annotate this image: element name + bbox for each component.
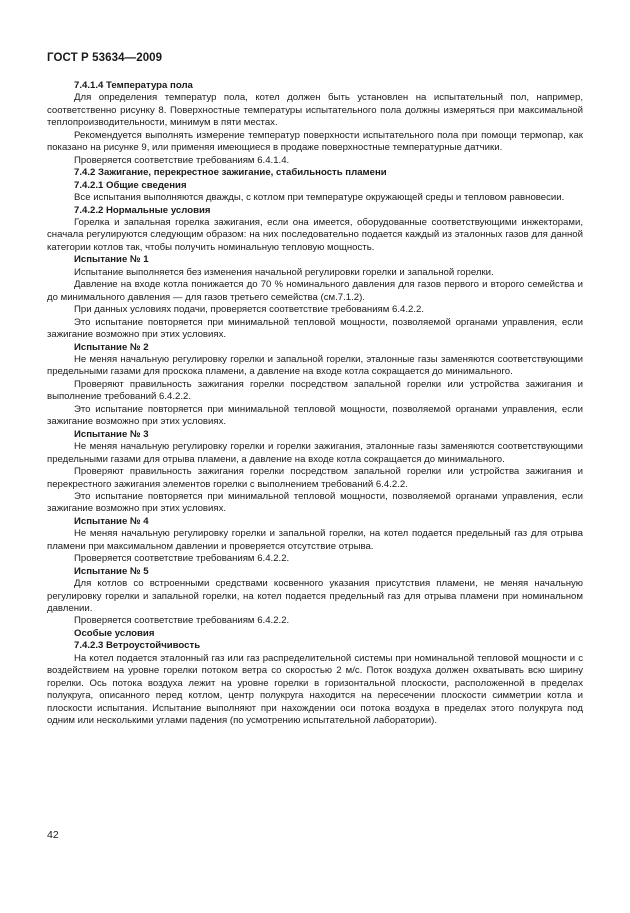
body-paragraph: Для определения температур пола, котел должен быть установлен на испытательный пол, например, соответственно рисунку 8. Поверхностные температуры испытательного пола должны измеряться при максимальной теплопроизводительности, минимум в пяти местах. xyxy=(47,92,583,129)
section-heading: Испытание № 2 xyxy=(74,341,149,353)
body-paragraph: Проверяется соответствие требованиям 6.4.1.4. xyxy=(74,154,290,166)
section-heading: Испытание № 3 xyxy=(74,428,149,440)
section-heading: Особые условия xyxy=(74,627,155,639)
section-heading: Испытание № 5 xyxy=(74,565,149,577)
body-paragraph: При данных условиях подачи, проверяется соответствие требованиям 6.4.2.2. xyxy=(74,304,425,316)
body-paragraph: Рекомендуется выполнять измерение температур поверхности испытательного пола при помощи термопар, как показано на рисунке 9, или применяя имеющиеся в продаже поверхностные температурные датчики. xyxy=(47,129,583,154)
body-paragraph: Проверяют правильность зажигания горелки посредством запальной горелки или устройства зажигания и перекрестного зажигания элементов горелки с выполнением требований 6.4.2.2. xyxy=(47,466,583,490)
section-heading: Испытание № 4 xyxy=(74,515,149,527)
body-paragraph: Проверяется соответствие требованиям 6.4.2.2. xyxy=(74,615,290,627)
body-paragraph: Давление на входе котла понижается до 70 % номинального давления для газов первого и второго семейства и до минимального давления — для газов третьего семейства (см.7.1.2). xyxy=(47,279,583,303)
body-paragraph: На котел подается эталонный газ или газ распределительной системы при номинальной тепловой мощности и с воздействием на уровне горелки потоком ветра со скоростью 2 м/с. Поток воздуха должен охватывать всю ширину горелки. Ось потока воздуха лежит на уровне горелки в горизонтальной плоскости, расположенной в пределах полукруга, описанного перед котлом, центр полукруга находится на пересечении плоскости симметрии котла и плоскости испытания. Испытание выполняют при нахождении оси потока воздуха в пределах этого полукруга под одним или несколькими углами падения (по усмотрению испытательной лаборатории). xyxy=(47,652,583,727)
body-paragraph: Испытание выполняется без изменения начальной регулировки горелки и запальной горелки. xyxy=(74,266,494,278)
section-heading: 7.4.2.1 Общие сведения xyxy=(74,179,187,191)
body-paragraph: Для котлов со встроенными средствами косвенного указания присутствия пламени, не меняя начальную регулировку горелки и запальной горелки, на котел подается предельный газ для отрыва пламени при номинальном давлении. xyxy=(47,578,583,615)
section-heading: Испытание № 1 xyxy=(74,254,149,266)
section-heading: 7.4.1.4 Температура пола xyxy=(74,80,193,91)
body-paragraph: Не меняя начальную регулировку горелки и запальной горелки, на котел подается предельный газ для отрыва пламени при максимальном давлении и проверяется отсутствие отрыва. xyxy=(47,528,583,552)
body-paragraph: Проверяют правильность зажигания горелки посредством запальной горелки или устройства зажигания и выполнение требований 6.4.2.2. xyxy=(47,378,583,403)
document-body xyxy=(47,80,583,728)
body-paragraph: Не меняя начальную регулировку горелки и запальной горелки, эталонные газы заменяются соответствующими предельными газами для проскока пламени, а давление на входе котла сокращается до минимального. xyxy=(47,353,583,378)
body-paragraph: Не меняя начальную регулировку горелки и горелки зажигания, эталонные газы заменяются соответствующими предельными газами для отрыва пламени, а давление на входе котла сокращается до минимального. xyxy=(47,441,583,465)
body-paragraph: Все испытания выполняются дважды, с котлом при температуре окружающей среды и тепловом равновесии. xyxy=(74,192,565,204)
document-header: ГОСТ Р 53634—2009 xyxy=(47,52,163,64)
body-paragraph: Это испытание повторяется при минимальной тепловой мощности, позволяемой органами управления, если зажигание возможно при этих условиях. xyxy=(47,316,583,341)
section-heading: 7.4.2.2 Нормальные условия xyxy=(74,204,211,216)
section-heading: 7.4.2.3 Ветроустойчивость xyxy=(74,640,201,652)
body-paragraph: Это испытание повторяется при минимальной тепловой мощности, позволяемой органами управления, если зажигание возможно при этих условиях. xyxy=(47,490,583,515)
body-paragraph: Проверяется соответствие требованиям 6.4.2.2. xyxy=(74,553,290,565)
section-heading: 7.4.2 Зажигание, перекрестное зажигание, стабильность пламени xyxy=(74,167,387,179)
page-number: 42 xyxy=(47,829,59,841)
body-paragraph: Горелка и запальная горелка зажигания, если она имеется, оборудованные соответствующими инжекторами, сначала регулируются следующим образом: на них последовательно подается каждый из эталонных газов для данной категории котлов так, чтобы получить номинальную тепловую мощность. xyxy=(47,216,583,253)
body-paragraph: Это испытание повторяется при минимальной тепловой мощности, позволяемой органами управления, если зажигание возможно при этих условиях. xyxy=(47,403,583,428)
